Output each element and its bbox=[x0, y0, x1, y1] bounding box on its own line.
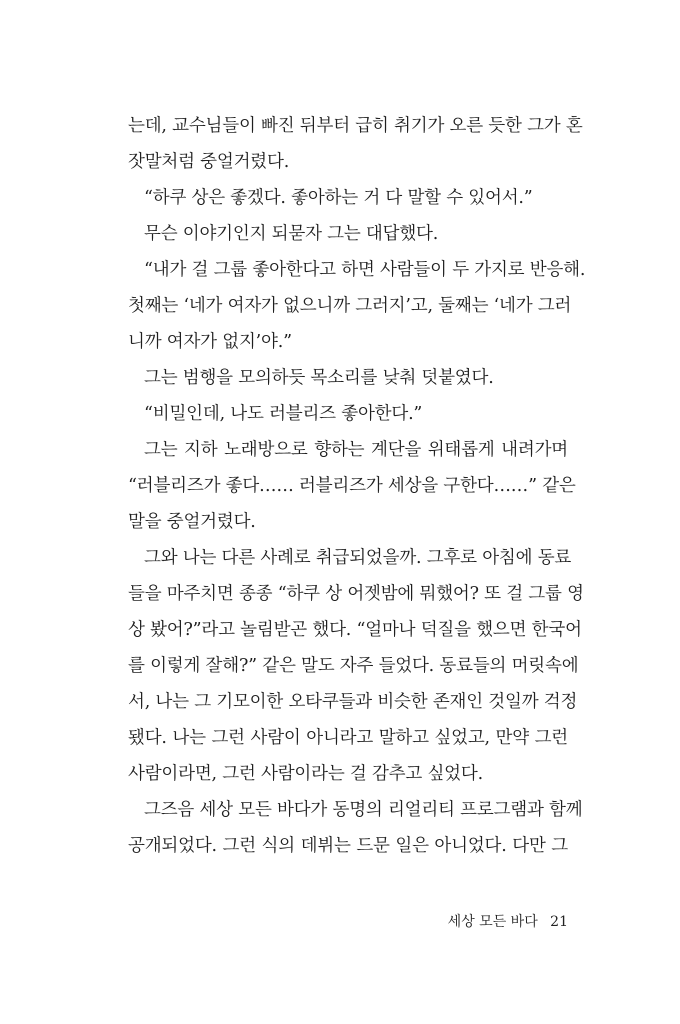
text-line-15: 상 봤어?”라고 놀림받곤 했다. “얼마나 덕질을 했으면 한국어 bbox=[128, 620, 582, 640]
text-line-7: 니까 여자가 없지’야.” bbox=[128, 332, 292, 352]
text-line-20: 그즈음 세상 모든 바다가 동명의 리얼리티 프로그램과 함께 bbox=[144, 800, 583, 820]
text-line-16: 를 이렇게 잘해?” 같은 말도 자주 들었다. 동료들의 머릿속에 bbox=[128, 656, 579, 676]
text-line-5: “내가 걸 그룹 좋아한다고 하면 사람들이 두 가지로 반응해. bbox=[144, 260, 586, 280]
text-line-14: 들을 마주치면 종종 “하쿠 상 어젯밤에 뭐했어? 또 걸 그룹 영 bbox=[128, 584, 584, 604]
text-line-18: 됐다. 나는 그런 사람이 아니라고 말하고 싶었고, 만약 그런 bbox=[128, 728, 568, 748]
page-footer bbox=[448, 912, 568, 932]
text-line-3: “하쿠 상은 좋겠다. 좋아하는 거 다 말할 수 있어서.” bbox=[144, 188, 533, 208]
text-line-4: 무슨 이야기인지 되묻자 그는 대답했다. bbox=[144, 224, 439, 244]
text-line-17: 서, 나는 그 기모이한 오타쿠들과 비슷한 존재인 것일까 걱정 bbox=[128, 692, 578, 712]
text-line-19: 사람이라면, 그런 사람이라는 걸 감추고 싶었다. bbox=[128, 764, 483, 784]
page-number: 21 bbox=[550, 914, 568, 930]
text-line-13: 그와 나는 다른 사례로 취급되었을까. 그후로 아침에 동료 bbox=[144, 548, 572, 568]
text-line-1: 는데, 교수님들이 빠진 뒤부터 급히 취기가 오른 듯한 그가 혼 bbox=[128, 116, 583, 136]
text-line-9: “비밀인데, 나도 러블리즈 좋아한다.” bbox=[144, 404, 423, 424]
text-line-11: “러블리즈가 좋다…… 러블리즈가 세상을 구한다……” 같은 bbox=[128, 476, 576, 496]
text-line-21: 공개되었다. 그런 식의 데뷔는 드문 일은 아니었다. 다만 그 bbox=[128, 836, 568, 856]
text-line-6: 첫째는 ‘네가 여자가 없으니까 그러지’고, 둘째는 ‘네가 그러 bbox=[128, 296, 572, 316]
text-line-8: 그는 범행을 모의하듯 목소리를 낮춰 덧붙였다. bbox=[144, 368, 494, 388]
running-title: 세상 모든 바다 bbox=[447, 914, 538, 930]
text-line-10: 그는 지하 노래방으로 향하는 계단을 위태롭게 내려가며 bbox=[144, 440, 568, 460]
text-line-2: 잣말처럼 중얼거렸다. bbox=[128, 152, 290, 172]
text-line-12: 말을 중얼거렸다. bbox=[128, 512, 256, 532]
